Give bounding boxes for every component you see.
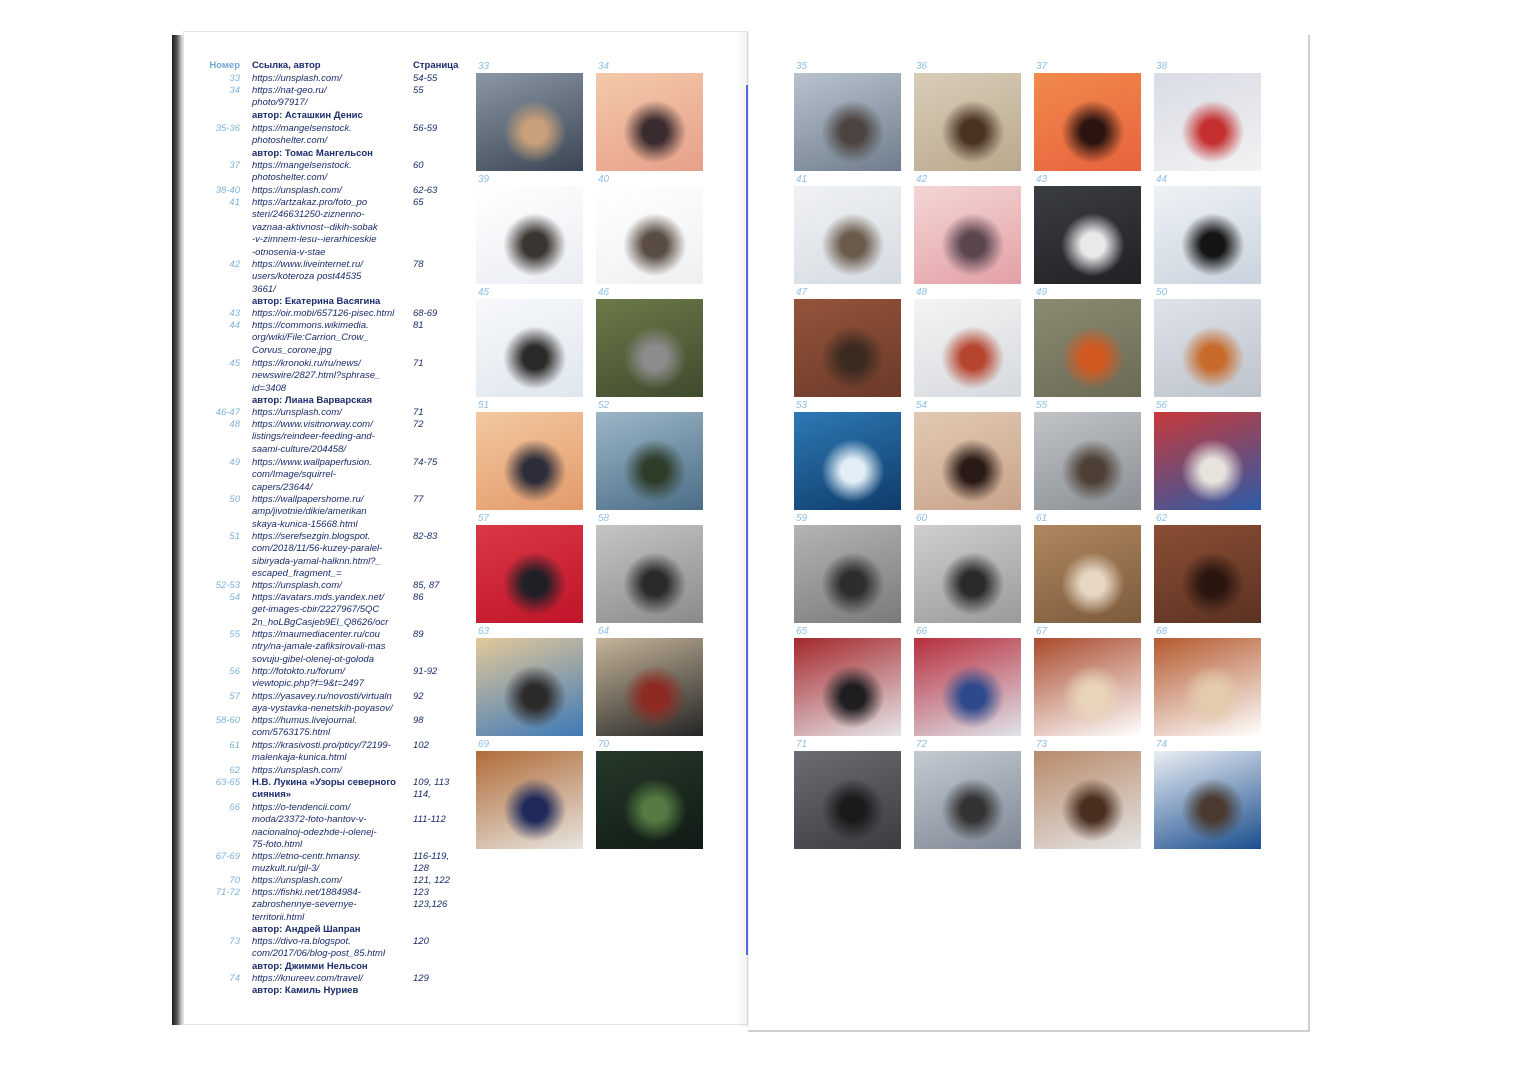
photo-thumbnail	[596, 751, 703, 849]
photo-number-label: 48	[916, 287, 928, 298]
photo-thumbnail	[1154, 299, 1261, 397]
source-link[interactable]: https://unsplash.com/	[252, 73, 342, 84]
photo-thumbnail	[1034, 73, 1141, 171]
photo-number: 51	[229, 531, 240, 542]
photo-number-label: 56	[1156, 400, 1168, 411]
photo-number-label: 63	[478, 626, 490, 637]
photo-thumbnail	[914, 186, 1021, 284]
photo-number: 56	[229, 666, 240, 677]
source-link[interactable]: https://avatars.mds.yandex.net/ get-images-cbir/2227967/5QC 2n_hoLBgCasjeb9El_Q8626/ocr	[252, 592, 389, 628]
source-link[interactable]: https://krasivosti.pro/pticy/72199- malenkaja-kunica.html	[252, 740, 391, 764]
source-link[interactable]: https://www.visitnorway.com/ listings/reindeer-feeding-and- saami-culture/204458/	[252, 419, 375, 455]
source-link[interactable]: https://mangelsenstock. photoshelter.com/	[252, 160, 352, 184]
photo-number-label: 58	[598, 513, 610, 524]
photo-thumbnail	[596, 412, 703, 510]
photo-thumbnail	[914, 638, 1021, 736]
photo-number-label: 42	[916, 174, 928, 185]
photo-number-label: 45	[478, 287, 490, 298]
source-link[interactable]: https://divo-ra.blogspot. com/2017/06/blog-post_85.html	[252, 936, 386, 960]
source-link[interactable]: https://kronoki.ru/ru/news/ newswire/2827.html?sphrase_ id=3408	[252, 358, 381, 394]
photo-number: 73	[229, 936, 240, 947]
author-credit: автор: Лиана Варварская	[252, 395, 372, 406]
photo-thumbnail	[1154, 412, 1261, 510]
photo-number-label: 37	[1036, 61, 1048, 72]
source-link[interactable]: https://yasavey.ru/novosti/virtualn aya-vystavka-nenetskih-poyasov/	[252, 691, 393, 715]
photo-thumbnail	[794, 73, 901, 171]
page-number: 78	[413, 259, 424, 270]
photo-number-label: 72	[916, 739, 928, 750]
source-link[interactable]: https://knureev.com/travel/	[252, 973, 363, 984]
photo-number: 57	[229, 691, 240, 702]
photo-thumbnail	[794, 751, 901, 849]
photo-number: 55	[229, 629, 240, 640]
photo-number: 42	[229, 259, 240, 270]
photo-number-label: 44	[1156, 174, 1168, 185]
photo-number: 70	[229, 875, 240, 886]
photo-number-label: 66	[916, 626, 928, 637]
photo-number-label: 51	[478, 400, 490, 411]
source-link[interactable]: https://etno-centr.hmansy. muzkult.ru/gil-3/	[252, 851, 361, 875]
page-number: 102	[413, 740, 429, 751]
source-link[interactable]: https://unsplash.com/	[252, 407, 342, 418]
source-link[interactable]: https://wallpapershome.ru/ amp/jivotnie/dikie/amerikan skaya-kunica-15668.html	[252, 494, 367, 530]
photo-number: 74	[229, 973, 240, 984]
photo-thumbnail	[914, 299, 1021, 397]
photo-number-label: 40	[598, 174, 610, 185]
page-number: 89	[413, 629, 424, 640]
page-number: 54-55	[413, 73, 438, 84]
photo-number: 35-36	[215, 123, 240, 134]
page-number: 123 123,126	[413, 887, 448, 911]
photo-thumbnail	[1154, 186, 1261, 284]
page-number: 92	[413, 691, 424, 702]
photo-number: 34	[229, 85, 240, 96]
photo-number: 45	[229, 358, 240, 369]
photo-thumbnail	[1154, 751, 1261, 849]
source-link[interactable]: https://fishki.net/1884984- zabroshennye-severnye- territorii.html	[252, 887, 361, 923]
photo-thumbnail	[1034, 751, 1141, 849]
photo-number-label: 52	[598, 400, 610, 411]
source-link[interactable]: https://artzakaz.pro/foto_po steri/246631250-ziznenno- vaznaa-aktivnost--dikih-sobak -v-zimnem-lesu--ierarhiceskie -otnosenia-v-stae	[252, 197, 378, 258]
photo-number: 33	[229, 73, 240, 84]
photo-thumbnail	[1154, 525, 1261, 623]
author-credit: автор: Асташкин Денис	[252, 110, 363, 121]
photo-number: 44	[229, 320, 240, 331]
photo-number-label: 71	[796, 739, 808, 750]
source-link[interactable]: https://oir.mobi/657126-pisec.html	[252, 308, 395, 319]
photo-number-label: 61	[1036, 513, 1048, 524]
photo-thumbnail	[1034, 525, 1141, 623]
source-link[interactable]: https://www.liveinternet.ru/ users/koteroza post44535 3661/	[252, 259, 363, 295]
photo-thumbnail	[476, 412, 583, 510]
photo-number-label: 60	[916, 513, 928, 524]
page-number: 71	[413, 358, 424, 369]
source-link[interactable]: http://fotokto.ru/forum/ viewtopic.php?f=9&t=2497	[252, 666, 364, 690]
photo-number-label: 67	[1036, 626, 1048, 637]
photo-thumbnail	[794, 525, 901, 623]
photo-number: 66	[229, 802, 240, 813]
photo-number-label: 65	[796, 626, 808, 637]
author-credit: автор: Екатерина Васягина	[252, 296, 381, 307]
source-link[interactable]: https://o-tendencii.com/ moda/23372-foto-hantov-v- nacionalnoj-odezhde-i-olenej- 75-foto.html	[252, 802, 377, 851]
photo-number-label: 54	[916, 400, 928, 411]
photo-thumbnail	[794, 299, 901, 397]
photo-number: 63-65	[215, 777, 240, 788]
photo-number: 52-53	[215, 580, 240, 591]
page-number: 60	[413, 160, 424, 171]
source-link[interactable]: https://unsplash.com/	[252, 875, 342, 886]
photo-number-label: 49	[1036, 287, 1048, 298]
page-number: 81	[413, 320, 424, 331]
photo-number-label: 39	[478, 174, 490, 185]
photo-thumbnail	[1034, 638, 1141, 736]
photo-thumbnail	[476, 638, 583, 736]
source-link[interactable]: https://maumediacenter.ru/cou ntry/na-jamale-zafiksirovali-mas sovuju-gibel-olenej-ot-goloda	[252, 629, 386, 665]
photo-number-label: 53	[796, 400, 808, 411]
photo-thumbnail	[596, 299, 703, 397]
page-number: 111-112	[413, 814, 446, 826]
page-number: 82-83	[413, 531, 438, 542]
photo-thumbnail	[476, 73, 583, 171]
page-number: 116-119, 128	[413, 851, 450, 875]
photo-number: 62	[229, 765, 240, 776]
source-link[interactable]: https://unsplash.com/	[252, 580, 342, 591]
source-link[interactable]: https://nat-geo.ru/ photo/97917/	[252, 85, 327, 109]
page-number: 65	[413, 197, 424, 208]
author-credit: автор: Джимми Нельсон	[252, 961, 368, 972]
photo-number-label: 47	[796, 287, 808, 298]
photo-thumbnail	[794, 412, 901, 510]
source-link[interactable]: https://unsplash.com/	[252, 185, 342, 196]
photo-thumbnail	[1034, 186, 1141, 284]
photo-thumbnail	[596, 186, 703, 284]
photo-thumbnail	[1034, 412, 1141, 510]
page-number: 98	[413, 715, 424, 726]
source-link[interactable]: https://unsplash.com/	[252, 765, 342, 776]
page-number: 72	[413, 419, 424, 430]
photo-number-label: 38	[1156, 61, 1168, 72]
photo-thumbnail	[794, 186, 901, 284]
photo-number-label: 57	[478, 513, 490, 524]
page-number: 86	[413, 592, 424, 603]
photo-thumbnail	[914, 73, 1021, 171]
header-number: Номер	[209, 60, 240, 71]
photo-thumbnail	[1154, 73, 1261, 171]
photo-thumbnail	[596, 525, 703, 623]
photo-thumbnail	[1034, 299, 1141, 397]
photo-number: 58-60	[215, 715, 240, 726]
page-number: 55	[413, 85, 424, 96]
author-credit: автор: Камиль Нуриев	[252, 985, 359, 996]
page-number: 74-75	[413, 457, 438, 468]
photo-number-label: 41	[796, 174, 808, 185]
photo-number: 38-40	[215, 185, 240, 196]
photo-number-label: 68	[1156, 626, 1168, 637]
page-number: 91-92	[413, 666, 438, 677]
photo-number-label: 74	[1156, 739, 1168, 750]
photo-number: 50	[229, 494, 240, 505]
photo-number-label: 70	[598, 739, 610, 750]
photo-thumbnail	[596, 638, 703, 736]
photo-thumbnail	[1154, 638, 1261, 736]
author-credit: автор: Андрей Шапран	[252, 924, 361, 935]
page-number: 56-59	[413, 123, 438, 134]
page-number: 68-69	[413, 308, 438, 319]
book-credit: Н.В. Лукина «Узоры северного сияния»	[252, 777, 396, 801]
photo-thumbnail	[476, 751, 583, 849]
photo-thumbnail	[476, 525, 583, 623]
photo-thumbnail	[596, 73, 703, 171]
source-link[interactable]: https://commons.wikimedia. org/wiki/File:Carrion_Crow_ Corvus_corone.jpg	[252, 320, 369, 356]
page-number: 121, 122	[413, 875, 450, 886]
photo-number-label: 43	[1036, 174, 1048, 185]
photo-number-label: 69	[478, 739, 490, 750]
source-link[interactable]: https://humus.livejournal. com/5763175.html	[252, 715, 358, 739]
photo-number: 49	[229, 457, 240, 468]
photo-number: 67-69	[215, 851, 240, 862]
photo-number-label: 64	[598, 626, 610, 637]
photo-number-label: 62	[1156, 513, 1168, 524]
author-credit: автор: Томас Мангельсон	[252, 148, 373, 159]
photo-number: 54	[229, 592, 240, 603]
page-number: 62-63	[413, 185, 438, 196]
photo-number: 71-72	[215, 887, 240, 898]
page-number: 77	[413, 494, 424, 505]
photo-thumbnail	[914, 525, 1021, 623]
header-link-author: Ссылка, автор	[252, 60, 321, 71]
photo-thumbnail	[914, 751, 1021, 849]
photo-number-label: 59	[796, 513, 808, 524]
photo-number: 61	[229, 740, 240, 751]
page-number: 129	[413, 973, 429, 984]
photo-thumbnail	[794, 638, 901, 736]
page-number: 71	[413, 407, 424, 418]
photo-number: 48	[229, 419, 240, 430]
page-number: 85, 87	[413, 580, 440, 591]
source-link[interactable]: https://serefsezgin.blogspot. com/2018/11/56-kuzey-paralel- sibiryada-yamal-halknn.html?_ escaped_fragment_=	[252, 531, 383, 580]
photo-number: 37	[229, 160, 240, 171]
photo-thumbnail	[476, 186, 583, 284]
photo-thumbnail	[476, 299, 583, 397]
photo-number-label: 73	[1036, 739, 1048, 750]
spine-binding-thread	[746, 85, 748, 955]
photo-number-label: 35	[796, 61, 808, 72]
page-number: 120	[413, 936, 429, 947]
photo-number-label: 36	[916, 61, 928, 72]
header-page: Страница	[413, 60, 459, 71]
photo-number: 41	[229, 197, 240, 208]
photo-thumbnail	[914, 412, 1021, 510]
photo-number-label: 33	[478, 61, 490, 72]
photo-number: 43	[229, 308, 240, 319]
photo-number: 46-47	[215, 407, 240, 418]
photo-number-label: 50	[1156, 287, 1168, 298]
page-number: 109, 113 114,	[413, 777, 450, 801]
photo-number-label: 55	[1036, 400, 1048, 411]
photo-number-label: 34	[598, 61, 610, 72]
source-link[interactable]: https://mangelsenstock. photoshelter.com/	[252, 123, 352, 147]
source-link[interactable]: https://www.wallpaperfusion. com/Image/squirrel- capers/23644/	[252, 457, 372, 493]
photo-number-label: 46	[598, 287, 610, 298]
